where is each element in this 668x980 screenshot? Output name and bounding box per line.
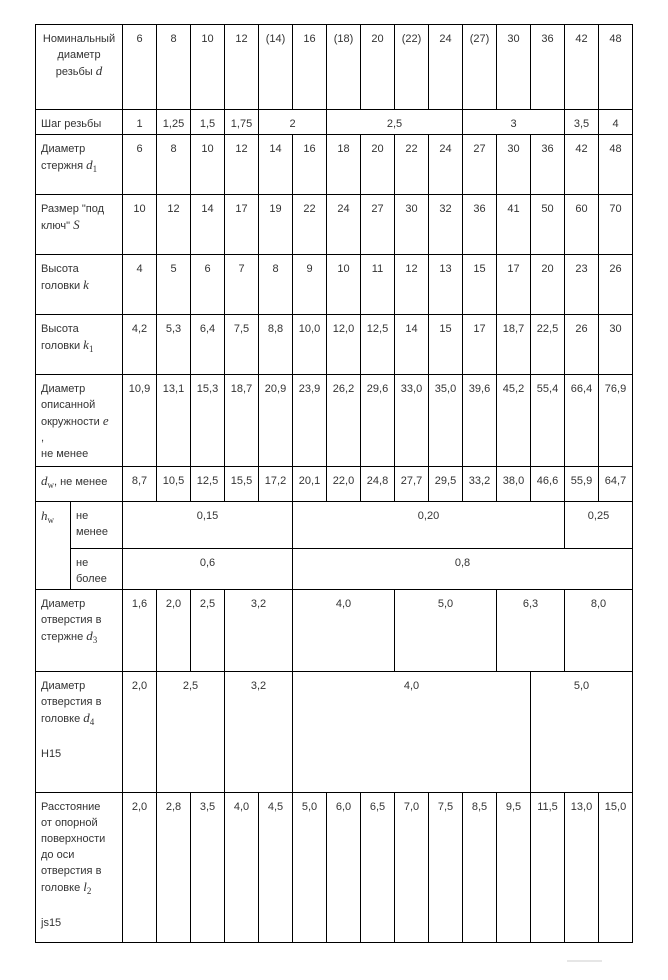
cell: 50 bbox=[531, 195, 565, 255]
row-wrench-size bbox=[36, 195, 633, 255]
symbol-subscript: 2 bbox=[86, 886, 92, 896]
cell: 17,2 bbox=[259, 467, 293, 502]
row-shank-hole-diameter bbox=[36, 590, 633, 672]
cell: 12,5 bbox=[361, 315, 395, 375]
cell: 15,0 bbox=[599, 793, 633, 943]
symbol-hw bbox=[41, 508, 54, 523]
cell: 7,5 bbox=[429, 793, 463, 943]
row-shank-diameter bbox=[36, 135, 633, 195]
cell: 15,3 bbox=[191, 375, 225, 467]
cell: 20 bbox=[531, 255, 565, 315]
label-text: Высота bbox=[41, 323, 79, 335]
row-bearing-diameter bbox=[36, 467, 633, 502]
cell: 5,0 bbox=[395, 590, 497, 672]
cell: 76,9 bbox=[599, 375, 633, 467]
row-thread-pitch bbox=[36, 110, 633, 135]
cell: 11,5 bbox=[531, 793, 565, 943]
symbol-letter: d bbox=[41, 473, 48, 488]
cell: 22,0 bbox=[327, 467, 361, 502]
symbol-d4 bbox=[83, 710, 94, 725]
cell: 6,4 bbox=[191, 315, 225, 375]
cell: 13,0 bbox=[565, 793, 599, 943]
cell: 17 bbox=[463, 315, 497, 375]
cell: 4 bbox=[123, 255, 157, 315]
symbol-letter: d bbox=[86, 157, 93, 172]
cell: 46,6 bbox=[531, 467, 565, 502]
cell: 20 bbox=[361, 25, 395, 110]
symbol-d1 bbox=[86, 157, 97, 172]
symbol-dw bbox=[41, 473, 54, 488]
cell: (27) bbox=[463, 25, 497, 110]
label-head-height-k1 bbox=[36, 315, 123, 375]
cell: 6,3 bbox=[497, 590, 565, 672]
cell: (22) bbox=[395, 25, 429, 110]
cell: 33,2 bbox=[463, 467, 497, 502]
cell: 13 bbox=[429, 255, 463, 315]
symbol-l2 bbox=[83, 879, 91, 894]
cell: 16 bbox=[293, 135, 327, 195]
cell: 15,5 bbox=[225, 467, 259, 502]
cell: 6 bbox=[191, 255, 225, 315]
cell: 26 bbox=[599, 255, 633, 315]
label-text: Номинальный bbox=[42, 33, 116, 45]
cell: 6 bbox=[123, 25, 157, 110]
cell: 8 bbox=[157, 25, 191, 110]
cell: 7,5 bbox=[225, 315, 259, 375]
spacer bbox=[41, 730, 120, 746]
cell: 2,8 bbox=[157, 793, 191, 943]
cell: 22 bbox=[293, 195, 327, 255]
cell: 19 bbox=[259, 195, 293, 255]
symbol-d3 bbox=[86, 628, 97, 643]
cell: 8 bbox=[259, 255, 293, 315]
symbol-letter: k bbox=[83, 337, 89, 352]
cell: 24 bbox=[429, 25, 463, 110]
cell: 10,9 bbox=[123, 375, 157, 467]
cell: 5 bbox=[157, 255, 191, 315]
cell: 9 bbox=[293, 255, 327, 315]
label-circumscribed-diameter bbox=[36, 375, 123, 467]
cell: 10 bbox=[123, 195, 157, 255]
cell: 42 bbox=[565, 25, 599, 110]
cell: 17 bbox=[225, 195, 259, 255]
cell: 12,5 bbox=[191, 467, 225, 502]
label-bearing-diameter bbox=[36, 467, 123, 502]
cell: 26 bbox=[565, 315, 599, 375]
cell: 14 bbox=[191, 195, 225, 255]
cell: 30 bbox=[395, 195, 429, 255]
label-wrench-size bbox=[36, 195, 123, 255]
label-text: Диаметр bbox=[41, 143, 86, 155]
symbol-k: k bbox=[83, 277, 89, 292]
row-head-hole-diameter bbox=[36, 672, 633, 793]
cell: 8,7 bbox=[123, 467, 157, 502]
cell: 2,5 bbox=[191, 590, 225, 672]
cell: 23,9 bbox=[293, 375, 327, 467]
cell: 14 bbox=[395, 315, 429, 375]
cell: 10 bbox=[191, 25, 225, 110]
symbol-letter: l bbox=[83, 879, 87, 894]
cell: 1,75 bbox=[225, 110, 259, 135]
symbol-e: e bbox=[102, 413, 109, 428]
cell: 3 bbox=[463, 110, 565, 135]
bolt-dimensions-table bbox=[35, 24, 633, 943]
label-shank-diameter bbox=[36, 135, 123, 195]
cell: 30 bbox=[497, 25, 531, 110]
cell: 12 bbox=[395, 255, 429, 315]
cell: 22 bbox=[395, 135, 429, 195]
row-hw-max bbox=[36, 549, 633, 590]
cell: 10 bbox=[327, 255, 361, 315]
cell: 64,7 bbox=[599, 467, 633, 502]
cell: 0,8 bbox=[293, 549, 633, 590]
label-thread-pitch: Шаг резьбы bbox=[36, 110, 123, 135]
cell: 24 bbox=[327, 195, 361, 255]
label-text: Размер "под bbox=[41, 203, 105, 215]
label-text: Диаметр bbox=[41, 680, 86, 692]
footer-mark bbox=[567, 960, 602, 962]
label-text: головки bbox=[41, 340, 81, 352]
label-text: отверстия в bbox=[41, 865, 102, 877]
cell: 48 bbox=[599, 135, 633, 195]
tolerance-label: H15 bbox=[41, 748, 62, 760]
symbol-k1 bbox=[83, 337, 93, 352]
cell: 36 bbox=[531, 135, 565, 195]
label-text: окружности bbox=[41, 416, 100, 428]
row-nominal-diameter bbox=[36, 25, 633, 110]
label-text: головке bbox=[41, 882, 81, 894]
cell: 42 bbox=[565, 135, 599, 195]
cell: 30 bbox=[599, 315, 633, 375]
symbol-letter: d bbox=[86, 628, 93, 643]
cell: 8,5 bbox=[463, 793, 497, 943]
cell: 18,7 bbox=[497, 315, 531, 375]
cell: 0,25 bbox=[565, 502, 633, 549]
cell: 6 bbox=[123, 135, 157, 195]
label-text: стержня bbox=[41, 160, 84, 172]
cell: 18,7 bbox=[225, 375, 259, 467]
cell: 0,6 bbox=[123, 549, 293, 590]
cell: 7 bbox=[225, 255, 259, 315]
cell: 8,0 bbox=[565, 590, 633, 672]
cell: 2,0 bbox=[157, 590, 191, 672]
symbol-subscript: 1 bbox=[88, 344, 94, 354]
label-text: диаметр bbox=[57, 49, 101, 61]
cell: 6,0 bbox=[327, 793, 361, 943]
cell: 1 bbox=[123, 110, 157, 135]
label-text: , не менее bbox=[54, 476, 108, 488]
spacer bbox=[41, 899, 120, 915]
row-head-height-k1 bbox=[36, 315, 633, 375]
cell: 4,2 bbox=[123, 315, 157, 375]
cell: 5,0 bbox=[531, 672, 633, 793]
cell: 18 bbox=[327, 135, 361, 195]
cell: 0,15 bbox=[123, 502, 293, 549]
cell: 24,8 bbox=[361, 467, 395, 502]
label-text: до оси bbox=[41, 849, 75, 861]
cell: 27 bbox=[463, 135, 497, 195]
symbol-subscript: 3 bbox=[92, 635, 98, 645]
cell: 8 bbox=[157, 135, 191, 195]
cell: 3,5 bbox=[565, 110, 599, 135]
label-text: головки bbox=[41, 280, 81, 292]
label-text: Диаметр bbox=[41, 598, 86, 610]
cell: 23 bbox=[565, 255, 599, 315]
label-text: отверстия в bbox=[41, 614, 102, 626]
label-text: Высота bbox=[41, 263, 79, 275]
cell: 10,0 bbox=[293, 315, 327, 375]
cell: 12 bbox=[157, 195, 191, 255]
cell: 33,0 bbox=[395, 375, 429, 467]
symbol-letter: h bbox=[41, 508, 48, 523]
cell: 27 bbox=[361, 195, 395, 255]
label-text: не bbox=[76, 557, 89, 569]
cell: 20,9 bbox=[259, 375, 293, 467]
cell: 27,7 bbox=[395, 467, 429, 502]
label-text: Диаметр bbox=[41, 383, 86, 395]
cell: 4,0 bbox=[225, 793, 259, 943]
cell: 41 bbox=[497, 195, 531, 255]
cell: 10,5 bbox=[157, 467, 191, 502]
cell: 2,5 bbox=[157, 672, 225, 793]
cell: 26,2 bbox=[327, 375, 361, 467]
cell: 13,1 bbox=[157, 375, 191, 467]
cell: 4,5 bbox=[259, 793, 293, 943]
row-circumscribed-diameter bbox=[36, 375, 633, 467]
cell: 55,9 bbox=[565, 467, 599, 502]
cell: 4,0 bbox=[293, 672, 531, 793]
label-hw bbox=[36, 502, 71, 590]
cell: 5,0 bbox=[293, 793, 327, 943]
cell: 2,5 bbox=[327, 110, 463, 135]
cell: 3,5 bbox=[191, 793, 225, 943]
cell: 16 bbox=[293, 25, 327, 110]
cell: 12,0 bbox=[327, 315, 361, 375]
label-text: ключ" bbox=[41, 220, 70, 232]
cell: (14) bbox=[259, 25, 293, 110]
cell: 66,4 bbox=[565, 375, 599, 467]
label-text: поверхности bbox=[41, 833, 106, 845]
cell: 15 bbox=[429, 315, 463, 375]
label-text: описанной bbox=[41, 399, 96, 411]
cell: 30 bbox=[497, 135, 531, 195]
symbol-subscript: w bbox=[47, 480, 54, 490]
cell: 3,2 bbox=[225, 590, 293, 672]
label-text: не bbox=[76, 510, 89, 522]
cell: 22,5 bbox=[531, 315, 565, 375]
cell: 0,20 bbox=[293, 502, 565, 549]
cell: 29,5 bbox=[429, 467, 463, 502]
cell: 60 bbox=[565, 195, 599, 255]
cell: 5,3 bbox=[157, 315, 191, 375]
cell: 24 bbox=[429, 135, 463, 195]
label-text: более bbox=[76, 573, 107, 585]
label-head-hole-diameter bbox=[36, 672, 123, 793]
cell: 39,6 bbox=[463, 375, 497, 467]
cell: 38,0 bbox=[497, 467, 531, 502]
cell: 12 bbox=[225, 25, 259, 110]
label-text: головке bbox=[41, 713, 81, 725]
row-head-height bbox=[36, 255, 633, 315]
cell: 1,5 bbox=[191, 110, 225, 135]
cell: 48 bbox=[599, 25, 633, 110]
symbol-d: d bbox=[95, 63, 103, 78]
cell: 1,25 bbox=[157, 110, 191, 135]
label-text: не менее bbox=[41, 448, 89, 460]
cell: 29,6 bbox=[361, 375, 395, 467]
cell: 17 bbox=[497, 255, 531, 315]
cell: 20 bbox=[361, 135, 395, 195]
cell: 70 bbox=[599, 195, 633, 255]
cell: 2,0 bbox=[123, 672, 157, 793]
cell: 55,4 bbox=[531, 375, 565, 467]
cell: 45,2 bbox=[497, 375, 531, 467]
cell: 11 bbox=[361, 255, 395, 315]
cell: 2,0 bbox=[123, 793, 157, 943]
symbol-subscript: w bbox=[47, 515, 54, 525]
label-text: менее bbox=[76, 526, 108, 538]
label-nominal-diameter bbox=[36, 25, 123, 110]
label-hole-distance bbox=[36, 793, 123, 943]
label-text: Расстояние bbox=[41, 801, 101, 813]
cell: 2 bbox=[259, 110, 327, 135]
cell: 36 bbox=[463, 195, 497, 255]
symbol-subscript: 4 bbox=[89, 717, 95, 727]
cell: 7,0 bbox=[395, 793, 429, 943]
label-hw-max bbox=[71, 549, 123, 590]
label-shank-hole-diameter bbox=[36, 590, 123, 672]
cell: 8,8 bbox=[259, 315, 293, 375]
row-hw-min bbox=[36, 502, 633, 549]
cell: 14 bbox=[259, 135, 293, 195]
label-hw-min bbox=[71, 502, 123, 549]
cell: 15 bbox=[463, 255, 497, 315]
symbol-letter: d bbox=[83, 710, 90, 725]
label-text: отверстия в bbox=[41, 696, 102, 708]
cell: 6,5 bbox=[361, 793, 395, 943]
label-text: стержне bbox=[41, 631, 84, 643]
cell: 35,0 bbox=[429, 375, 463, 467]
cell: 32 bbox=[429, 195, 463, 255]
row-hole-distance bbox=[36, 793, 633, 943]
cell: 12 bbox=[225, 135, 259, 195]
cell: 1,6 bbox=[123, 590, 157, 672]
cell: 4,0 bbox=[293, 590, 395, 672]
label-head-height bbox=[36, 255, 123, 315]
cell: 10 bbox=[191, 135, 225, 195]
label-text: , bbox=[41, 432, 45, 444]
cell: 36 bbox=[531, 25, 565, 110]
symbol-subscript: 1 bbox=[92, 164, 98, 174]
label-text: резьбы bbox=[55, 66, 93, 78]
cell: 4 bbox=[599, 110, 633, 135]
cell: 20,1 bbox=[293, 467, 327, 502]
label-text: от опорной bbox=[41, 817, 98, 829]
symbol-s: S bbox=[73, 217, 80, 232]
cell: 3,2 bbox=[225, 672, 293, 793]
tolerance-label: js15 bbox=[41, 917, 62, 929]
cell: 9,5 bbox=[497, 793, 531, 943]
cell: (18) bbox=[327, 25, 361, 110]
